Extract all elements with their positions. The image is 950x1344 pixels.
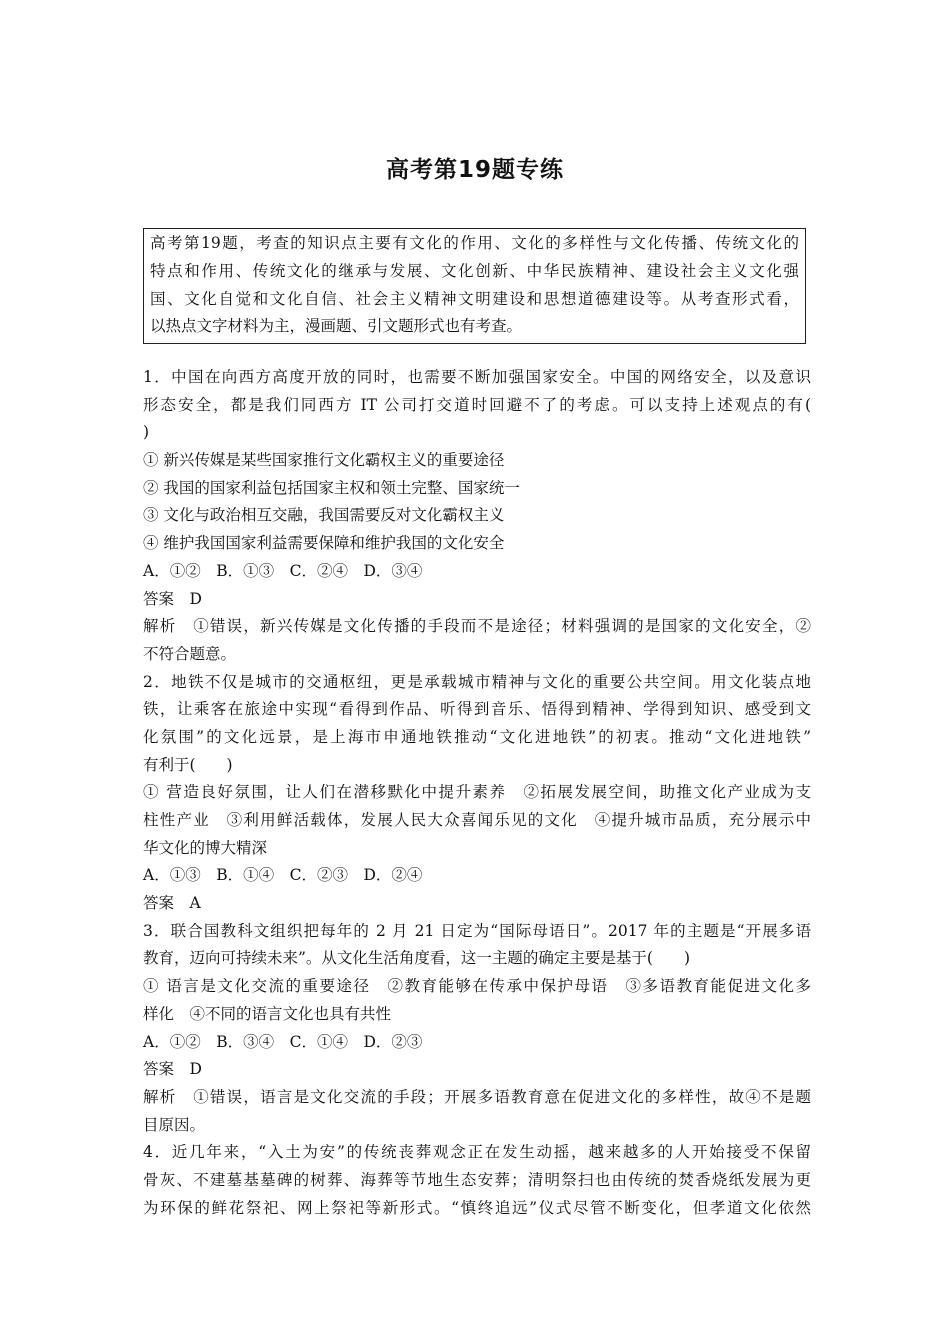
text-line: ③ 文化与政治相互交融，我国需要反对文化霸权主义: [143, 506, 505, 525]
text-line: ① 新兴传媒是某些国家推行文化霸权主义的重要途径: [143, 451, 505, 470]
text-line: 解析 ①错误，新兴传媒是文化传播的手段而不是途径；材料强调的是国家的文化安全，②: [143, 617, 811, 636]
text-line: 答案 A: [143, 894, 201, 913]
intro-line: 国、文化自觉和文化自信、社会主义精神文明建设和思想道德建设等。从考查形式看，: [150, 289, 799, 308]
text-line: 化氛围”的文化远景，是上海市申通地铁推动“文化进地铁”的初衷。推动“文化进地铁”: [143, 727, 811, 746]
text-line: 华文化的博大精深: [143, 838, 268, 857]
text-line: 不符合题意。: [143, 644, 237, 663]
text-line: 为环保的鲜花祭祀、网上祭祀等新形式。“慎终追远”仪式尽管不断变化，但孝道文化依然: [143, 1198, 811, 1217]
intro-box: [143, 228, 806, 344]
page-title: 高考第19题专练: [385, 157, 564, 183]
text-line: ④ 维护我国国家利益需要保障和维护我国的文化安全: [143, 534, 505, 553]
text-line: 铁，让乘客在旅途中实现“看得到作品、听得到音乐、悟得到精神、学得到知识、感受到文: [143, 700, 811, 719]
text-line: ): [143, 423, 150, 442]
text-line: ① 营造良好氛围，让人们在潜移默化中提升素养 ②拓展发展空间，助推文化产业成为支: [143, 783, 811, 802]
intro-line: 以热点文字材料为主，漫画题、引文题形式也有考查。: [150, 317, 523, 336]
text-line: 1．中国在向西方高度开放的同时，也需要不断加强国家安全。中国的网络安全，以及意识: [143, 368, 811, 386]
text-line: 骨灰、不建墓基墓碑的树葬、海葬等节地生态安葬；清明祭扫也由传统的焚香烧纸发展为更: [143, 1170, 811, 1189]
text-line: A．①③ B．①④ C．②③ D．②④: [143, 866, 423, 885]
text-line: 答案 D: [143, 1060, 202, 1079]
text-line: 解析 ①错误，语言是文化交流的手段；开展多语教育意在促进文化的多样性，故④不是题: [143, 1087, 811, 1106]
text-line: 形态安全，都是我们同西方 IT 公司打交道时回避不了的考虑。可以支持上述观点的有(: [143, 395, 811, 414]
text-line: A．①② B．③④ C．①④ D．②③: [143, 1032, 423, 1051]
text-line: A．①② B．①③ C．②④ D．③④: [143, 561, 423, 580]
text-line: 柱性产业 ③利用鲜活载体，发展人民大众喜闻乐见的文化 ④提升城市品质，充分展示中: [143, 811, 811, 829]
text-line: 教育，迈向可持续未来”。从文化生活角度看，这一主题的确定主要是基于( ): [143, 949, 691, 968]
question-body: [143, 364, 811, 1222]
text-line: ① 语言是文化交流的重要途径 ②教育能够在传承中保护母语 ③多语教育能促进文化多: [143, 977, 811, 996]
text-line: ② 我国的国家利益包括国家主权和领土完整、国家统一: [143, 478, 520, 497]
text-line: 3．联合国教科文组织把每年的 2 月 21 日定为“国际母语日”。2017 年的主题是“开展多语: [143, 921, 811, 940]
intro-line: 高考第19题，考查的知识点主要有文化的作用、文化的多样性与文化传播、传统文化的: [150, 234, 799, 252]
text-line: 样化 ④不同的语言文化也具有共性: [143, 1004, 392, 1023]
intro-line: 特点和作用、传统文化的继承与发展、文化创新、中华民族精神、建设社会主义文化强: [150, 261, 799, 280]
text-line: 答案 D: [143, 589, 202, 608]
text-line: 2．地铁不仅是城市的交通枢纽，更是承载城市精神与文化的重要公共空间。用文化装点地: [143, 672, 811, 691]
text-line: 目原因。: [143, 1115, 206, 1134]
text-line: 4．近几年来，“入土为安”的传统丧葬观念正在发生动摇，越来越多的人开始接受不保留: [143, 1143, 811, 1162]
text-line: 有利于( ): [143, 755, 233, 774]
